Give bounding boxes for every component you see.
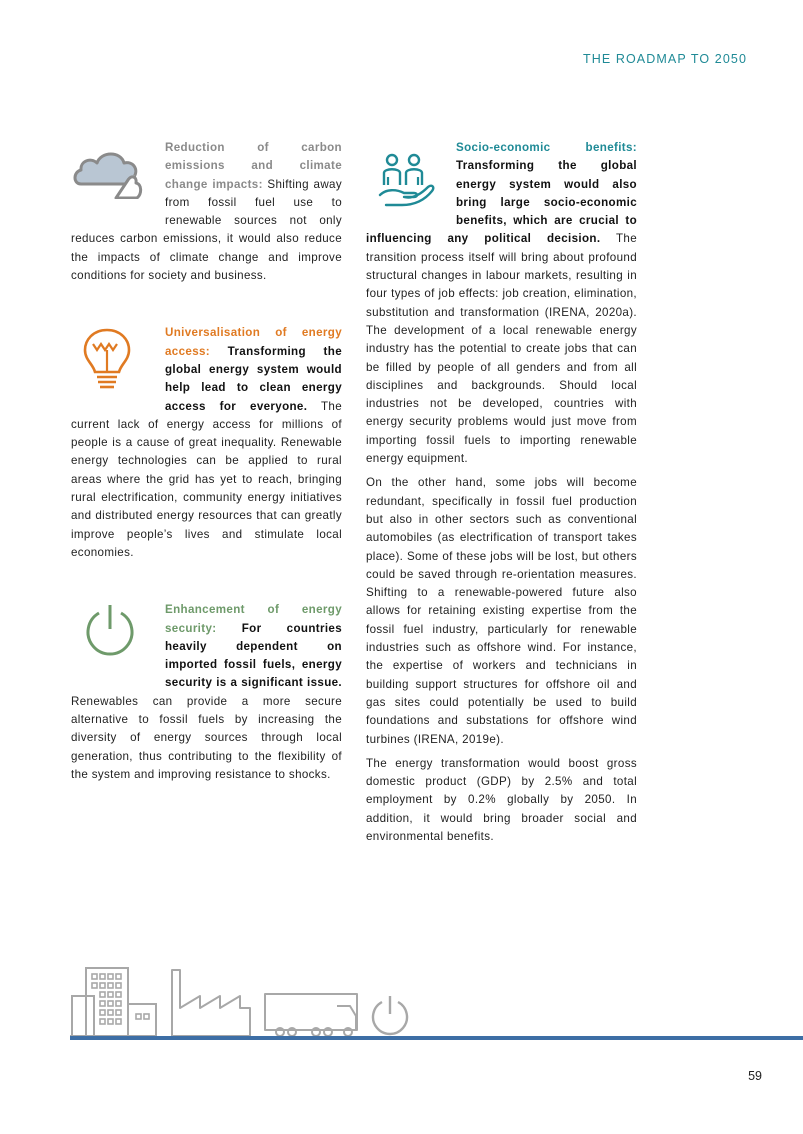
power-icon: [71, 601, 165, 692]
section-body: The transition process itself will bring about profound structural changes in labour markets, resulting in four types of job effects: job creation, elimination, substitution and transformation (IRENA, 2020a). The development of a local renewable energy industry has the potential to create jobs that can be filled by people of all genders and from all disciplines and backgrounds. Should local industries not be developed, countries with energy security problems would just move from importing fossil fuels to importing renewable energy equipment.: [366, 232, 638, 466]
section-body: Renewables can provide a more secure alternative to fossil fuels by increasing the diversity of energy sources through local generation, thus contributing to the flexibility of the system and improving resistance to shocks.: [71, 694, 342, 781]
section-body: Shifting away from fossil fuel use to renewable sources not only reduces carbon emissions, it would also reduce the impacts of climate change and improve conditions for society and business.: [71, 177, 342, 283]
section-carbon-emissions: [71, 139, 342, 285]
section-bold-lead: Transforming the global energy system would help lead to clean energy access for everyone.: [165, 344, 342, 413]
power-icon: [373, 996, 407, 1034]
right-column: [366, 139, 637, 846]
lightbulb-icon: [71, 324, 165, 415]
section-socio-economic: [366, 139, 637, 846]
section-bold-lead: Transforming the global energy system would also bring large socio-economic benefits, which are crucial to influencing any political decision.: [366, 159, 637, 246]
section-heading: Universalisation of energy access:: [165, 326, 342, 358]
section-energy-access: [71, 324, 342, 562]
paragraph-gdp: The energy transformation would boost gross domestic product (GDP) by 2.5% and total employment by 0.2% globally by 2050. In addition, it would bring broader social and environmental benefits.: [366, 756, 637, 843]
page-number: 59: [748, 1069, 762, 1083]
left-column: [71, 139, 342, 784]
section-body: The current lack of energy access for millions of people is a cause of great inequality. Renewable energy technologies can be applied to rural areas where the grid has yet to reach, bringing rural electrification, community energy initiatives and distributed energy resources that can greatly improve people’s lives and stimulate local economies.: [71, 399, 342, 559]
factory-icon: [172, 970, 250, 1036]
section-heading: Enhancement of energy security:: [165, 603, 342, 635]
section-energy-security: [71, 601, 342, 784]
section-bold-lead: For countries heavily dependent on imported fossil fuels, energy security is a significant issue.: [165, 621, 342, 690]
section-heading: Socio-economic benefits:: [456, 141, 637, 154]
running-header: THE ROADMAP TO 2050: [582, 52, 747, 66]
people-hand-icon: [362, 139, 456, 230]
cloud-icon: [71, 139, 165, 230]
footer-illustration: [70, 962, 415, 1043]
section-heading: Reduction of carbon emissions and climate change impacts:: [165, 141, 342, 191]
buildings-icon: [70, 968, 156, 1036]
paragraph-jobs: On the other hand, some jobs will become redundant, specifically in fossil fuel production but also in other sectors such as conventional automobiles (as electrification of transport takes place). Some of these jobs will be lost, but others could be saved through re-orientation measures. Shifting to a renewable-powered future also allows for retaining existing expertise from the fossil fuel industry, particularly for renewable industries such as offshore wind. For instance, the expertise of workers and technicians in building support structures for offshore oil and gas sites could potentially be used to build foundations and substations for offshore wind turbines (IRENA, 2019e).: [366, 476, 637, 746]
truck-icon: [265, 994, 357, 1036]
footer-rule: [70, 1036, 803, 1040]
